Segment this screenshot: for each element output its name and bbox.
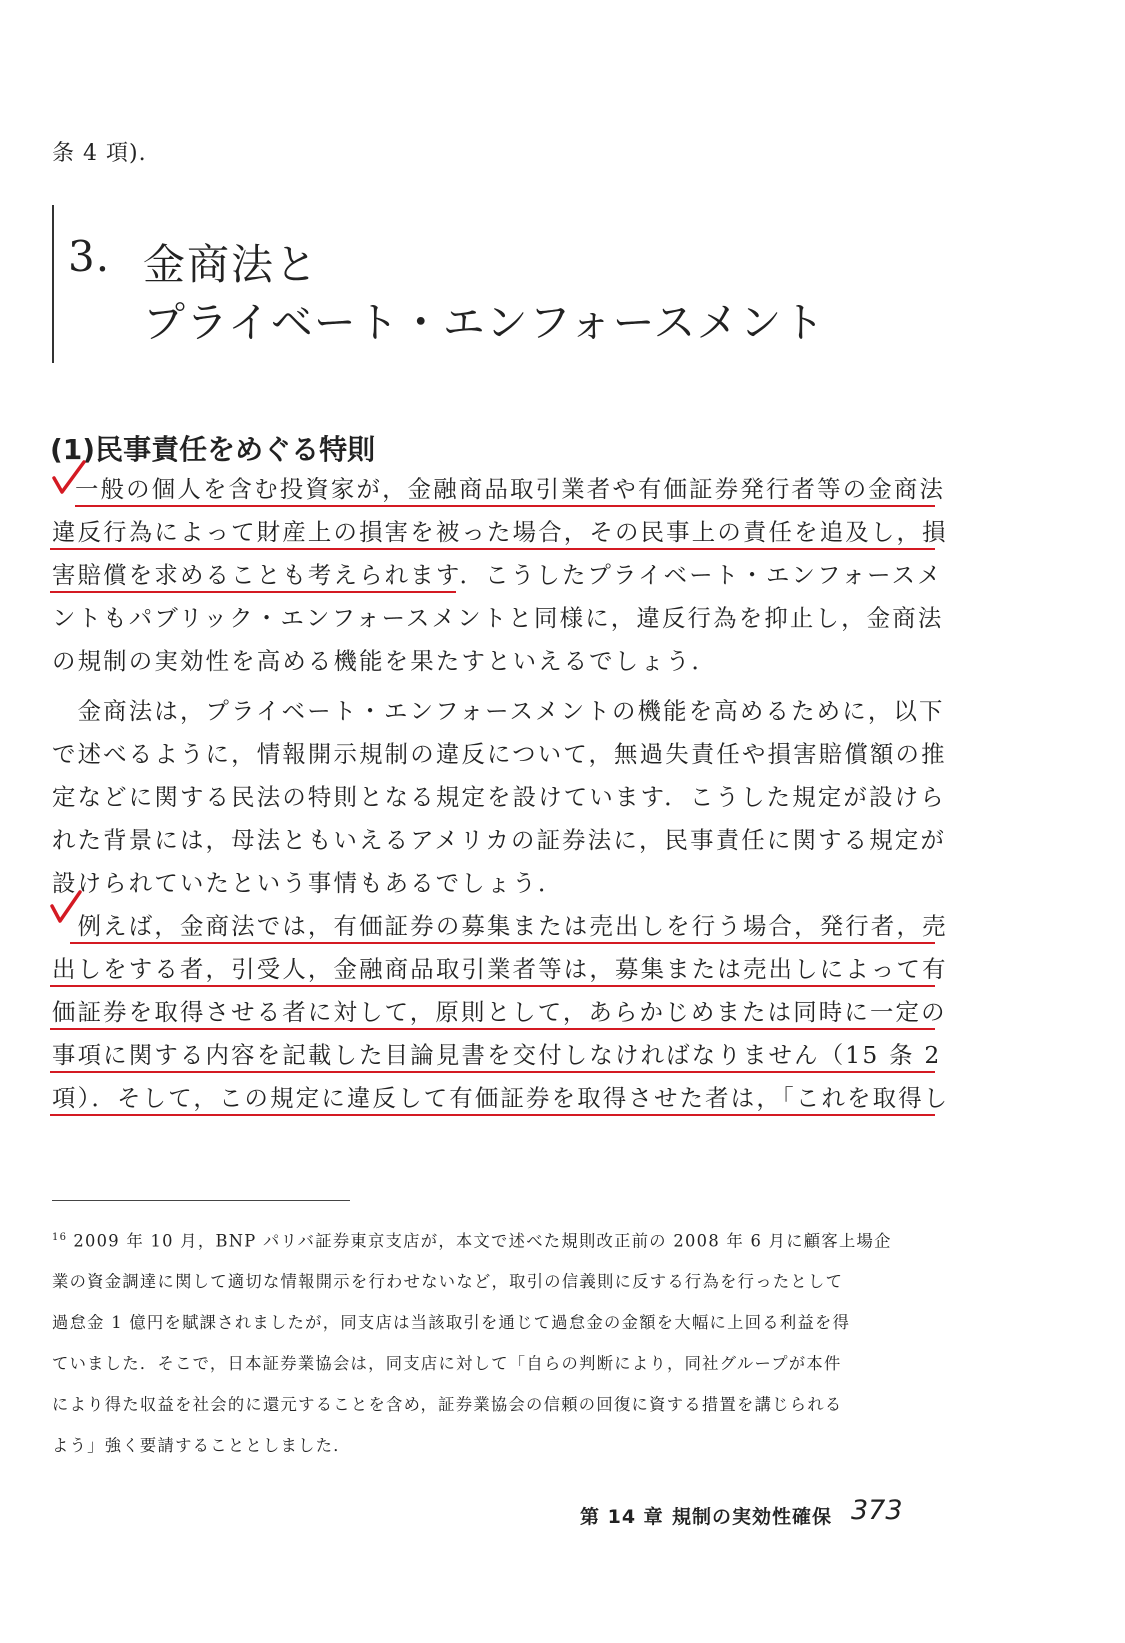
footnote-line: 過怠金 1 億円を賦課されましたが，同支店は当該取引を通じて過怠金の金額を大幅に上回る利益を得 xyxy=(52,1313,851,1332)
highlight-underline xyxy=(50,985,935,987)
footnote-line: ていました．そこで，日本証券業協会は，同支店に対して「自らの判断により，同社グループが本件 xyxy=(52,1354,842,1373)
body-line: 違反行為によって財産上の損害を被った場合，その民事上の責任を追及し，損 xyxy=(52,518,948,546)
section-number: 3. xyxy=(68,232,111,281)
body-line: 害賠償を求めることも考えられます．こうしたプライベート・エンフォースメ xyxy=(52,561,943,589)
highlight-underline xyxy=(50,548,935,550)
body-line: 例えば，金商法では，有価証券の募集または売出しを行う場合，発行者，売 xyxy=(52,912,948,940)
footnote-text: 2009 年 10 月，BNP パリバ証券東京支店が，本文で述べた規則改正前の 2008 年 6 月に顧客上場企 xyxy=(73,1231,892,1251)
body-line: 価証券を取得させる者に対して，原則として，あらかじめまたは同時に一定の xyxy=(52,998,947,1026)
highlight-underline xyxy=(50,1114,935,1116)
highlight-underline xyxy=(50,591,456,593)
body-line: 設けられていたという事情もあるでしょう． xyxy=(52,869,564,897)
body-line: れた背景には，母法ともいえるアメリカの証券法に，民事責任に関する規定が xyxy=(52,826,947,854)
footnote-line: により得た収益を社会的に還元することを含め，証券業協会の信頼の回復に資する措置を講じられる xyxy=(52,1395,843,1414)
highlight-underline xyxy=(50,1071,935,1073)
footer-chapter-title: 規制の実効性確保 xyxy=(672,1506,833,1528)
highlight-underline xyxy=(50,1028,935,1030)
section-title-line1: 金商法と xyxy=(143,240,320,289)
footnote-line xyxy=(52,1233,892,1250)
body-line: 定などに関する民法の特則となる規定を設けています．こうした規定が設けら xyxy=(52,783,946,811)
footnote-line: 業の資金調達に関して適切な情報開示を行わせないなど，取引の信義則に反する行為を行ったとして xyxy=(52,1272,844,1291)
body-line: 事項に関する内容を記載した目論見書を交付しなければなりません（15 条 2 xyxy=(52,1041,942,1069)
section-title-bar xyxy=(52,205,54,363)
body-line: 項）．そして，この規定に違反して有価証券を取得させた者は，「これを取得し xyxy=(52,1084,950,1112)
body-line: 出しをする者，引受人，金融商品取引業者等は，募集または売出しによって有 xyxy=(52,955,948,983)
footer-chapter: 第 14 章 xyxy=(580,1506,664,1528)
footnote-line: よう」強く要請することとしました． xyxy=(52,1436,351,1455)
body-line: ントもパブリック・エンフォースメントと同様に，違反行為を抑止し，金商法 xyxy=(52,604,944,632)
footnote-rule xyxy=(52,1200,350,1201)
page-number: 373 xyxy=(851,1495,903,1526)
body-line: の規制の実効性を高める機能を果たすといえるでしょう． xyxy=(52,647,718,675)
body-line: で述べるように，情報開示規制の違反について，無過失責任や損害賠償額の推 xyxy=(52,740,947,768)
footnote-mark: 16 xyxy=(52,1232,68,1243)
continued-text: 条 4 項). xyxy=(52,141,147,166)
highlight-underline xyxy=(75,505,935,507)
body-line: 金商法は，プライベート・エンフォースメントの機能を高めるために，以下 xyxy=(52,697,945,725)
body-line: 一般の個人を含む投資家が，金融商品取引業者や有価証券発行者等の金商法 xyxy=(75,475,946,503)
highlight-underline xyxy=(70,942,935,944)
section-title-line2: プライベート・エンフォースメント xyxy=(143,298,826,347)
subheading: (1)民事責任をめぐる特則 xyxy=(50,433,376,466)
